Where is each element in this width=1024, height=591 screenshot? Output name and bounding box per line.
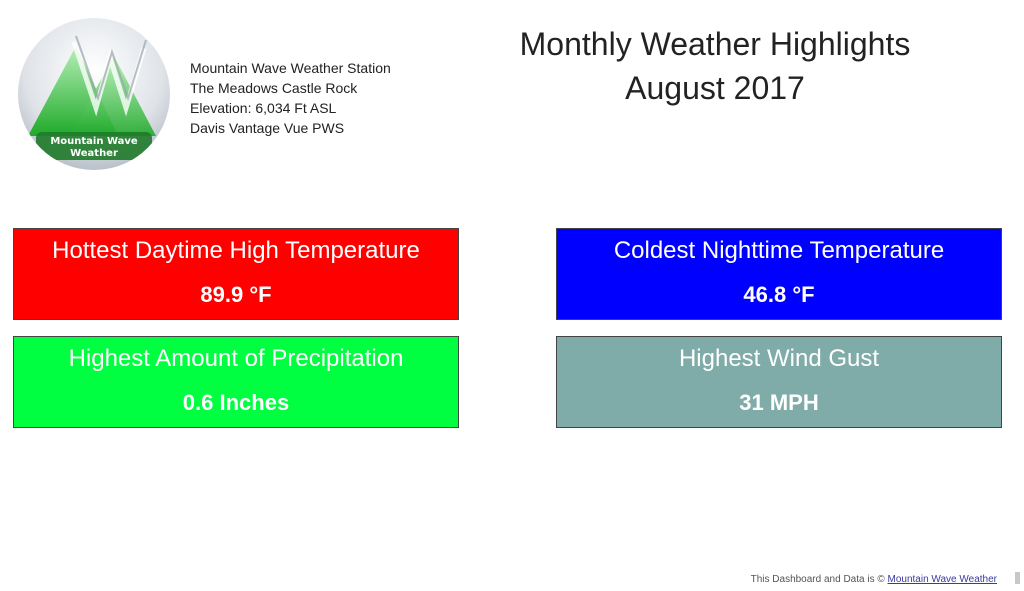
- wind-gust-card: [556, 336, 1002, 428]
- precipitation-value: 0.6 Inches: [182, 390, 290, 415]
- wind-gust-label: Highest Wind Gust: [678, 345, 880, 372]
- coldest-temperature-value: 46.8 °F: [743, 282, 815, 307]
- page-title: [430, 22, 1000, 110]
- footer-link[interactable]: Mountain Wave Weather: [887, 574, 997, 585]
- station-equipment: Davis Vantage Vue PWS: [190, 120, 345, 136]
- station-name: Mountain Wave Weather Station: [190, 60, 391, 76]
- station-location: The Meadows Castle Rock: [190, 80, 358, 96]
- coldest-temperature-card: [556, 228, 1002, 320]
- hottest-temperature-value: 89.9 °F: [200, 282, 272, 307]
- scrollbar[interactable]: [1015, 572, 1020, 584]
- precipitation-label: Highest Amount of Precipitation: [68, 345, 404, 372]
- station-info: [190, 58, 391, 138]
- hottest-temperature-label: Hottest Daytime High Temperature: [52, 237, 420, 264]
- page-subtitle: August 2017: [625, 70, 805, 106]
- station-elevation: Elevation: 6,034 Ft ASL: [190, 100, 337, 116]
- wind-gust-value: 31 MPH: [739, 390, 819, 415]
- hottest-temperature-card: [13, 228, 459, 320]
- logo-text-line1: Mountain Wave: [50, 136, 138, 147]
- footer-prefix: This Dashboard and Data is ©: [750, 574, 888, 585]
- page-title-text: Monthly Weather Highlights: [519, 26, 911, 62]
- footer-credit: [751, 574, 997, 585]
- mountain-wave-logo: [18, 18, 170, 170]
- coldest-temperature-label: Coldest Nighttime Temperature: [613, 237, 945, 264]
- logo-text-line2: Weather: [70, 148, 118, 159]
- precipitation-card: [13, 336, 459, 428]
